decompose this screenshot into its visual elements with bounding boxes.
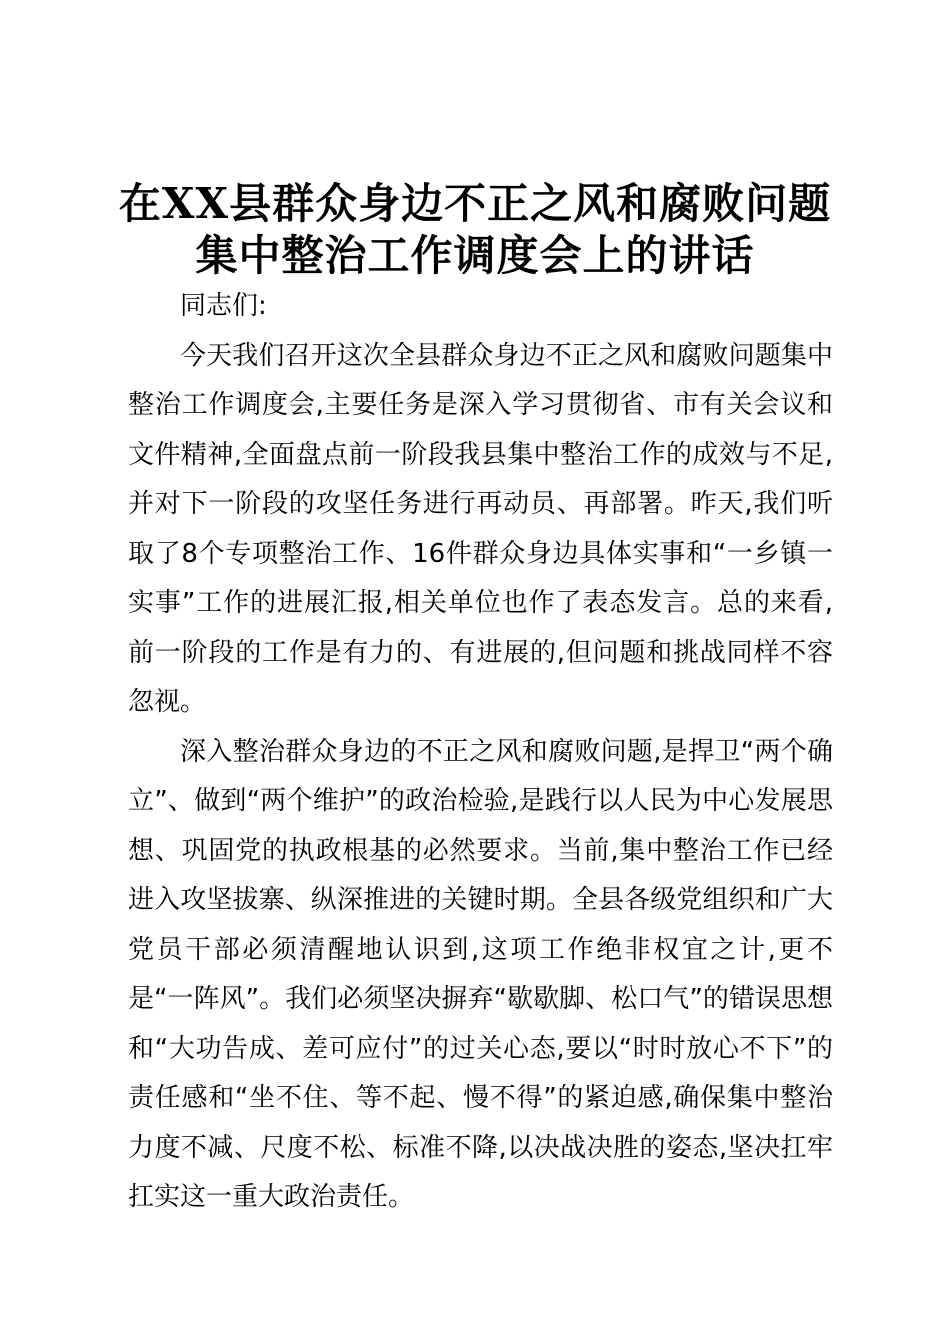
- paragraph-1: 今天我们召开这次全县群众身边不正之风和腐败问题集中整治工作调度会,主要任务是深入学习贯彻省、市有关会议和文件精神,全面盘点前一阶段我县集中整治工作的成效与不足,并对下一阶段的攻坚任务进行再动员、再部署。昨天,我们听取了8个专项整治工作、16件群众身边具体实事和“一乡镇一实事”工作的进展汇报,相关单位也作了表态发言。总的来看,前一阶段的工作是有力的、有进展的,但问题和挑战同样不容忽视。: [128, 340, 833, 717]
- title-line-1: 在XX县群众身边不正之风和腐败问题: [118, 179, 832, 228]
- salutation: 同志们:: [180, 291, 267, 321]
- title-line-2: 集中整治工作调度会上的讲话: [195, 231, 755, 280]
- document-body: [128, 282, 833, 1223]
- document-title: [100, 178, 850, 282]
- paragraph-2: 深入整治群众身边的不正之风和腐败问题,是捍卫“两个确立”、做到“两个维护”的政治检验,是践行以人民为中心发展思想、巩固党的执政根基的必然要求。当前,集中整治工作已经进入攻坚拔寨、纵深推进的关键时期。全县各级党组织和广大党员干部必须清醒地认识到,这项工作绝非权宜之计,更不是“一阵风”。我们必须坚决摒弃“歇歇脚、松口气”的错误思想和“大功告成、差可应付”的过关心态,要以“时时放心不下”的责任感和“坐不住、等不起、慢不得”的紧迫感,确保集中整治力度不减、尺度不松、标准不降,以决战决胜的姿态,坚决扛牢扛实这一重大政治责任。: [128, 736, 833, 1212]
